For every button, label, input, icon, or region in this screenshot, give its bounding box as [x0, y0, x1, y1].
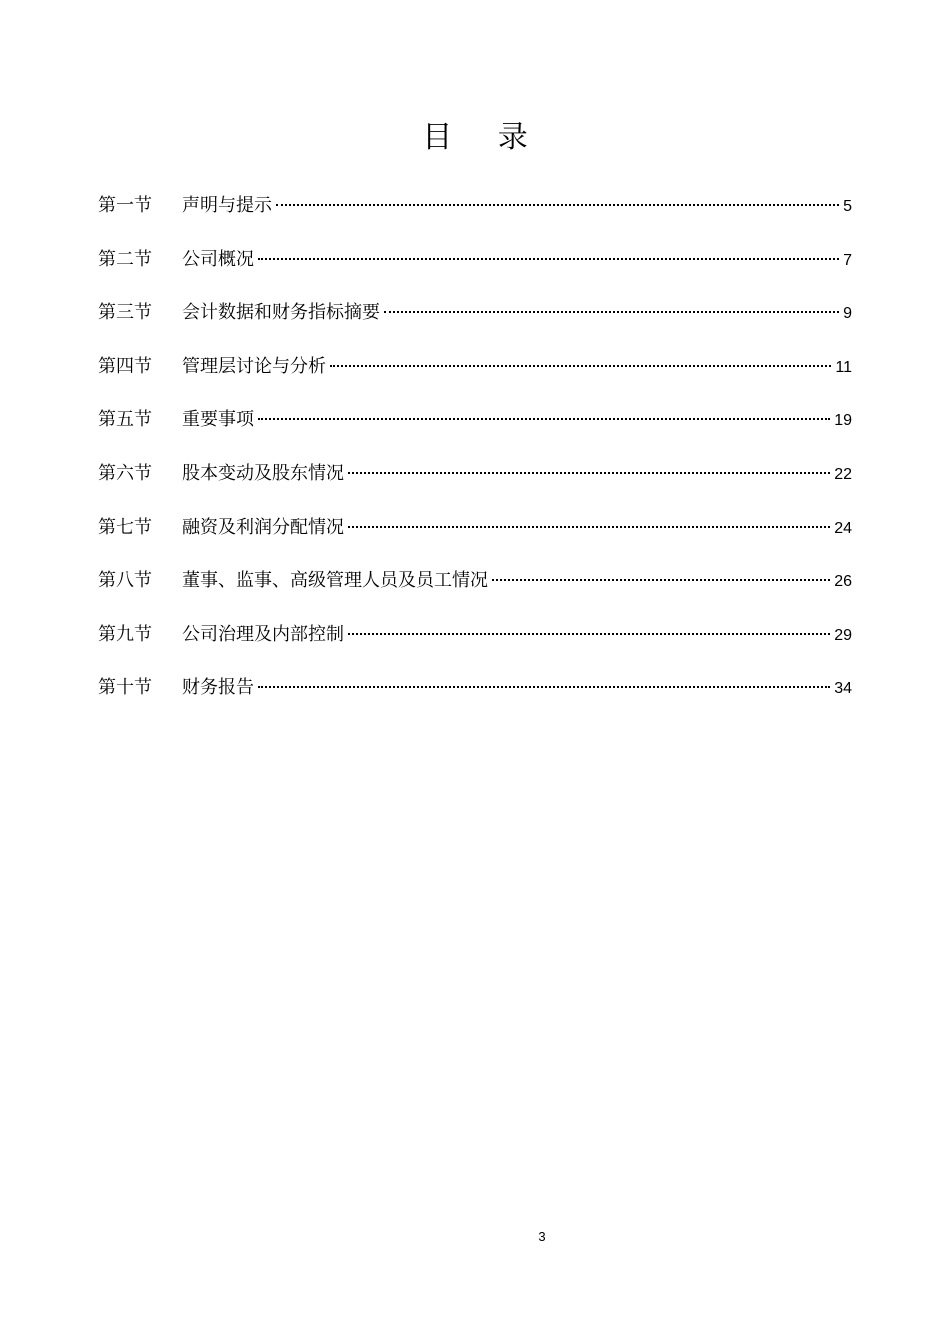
toc-section-label: 第一节: [98, 195, 152, 216]
page-title: 目 录: [422, 120, 546, 155]
toc-section-label: 第四节: [98, 355, 152, 377]
toc-entry-9[interactable]: [98, 619, 852, 673]
toc-entry-title: 会计数据和财务指标摘要: [182, 302, 380, 324]
toc-page-number: 24: [834, 519, 852, 537]
toc-section-label: 第三节: [98, 302, 152, 324]
toc-entry-title: 重要事项: [182, 409, 254, 431]
toc-entry-2[interactable]: [98, 244, 852, 298]
toc-entry-3[interactable]: [98, 297, 852, 351]
toc-entry-title: 公司治理及内部控制: [182, 623, 344, 645]
toc-entry-title: 管理层讨论与分析: [182, 355, 326, 377]
toc-dot-leader: [258, 418, 830, 420]
toc-section-label: 第七节: [98, 516, 152, 538]
toc-entry-4[interactable]: [98, 351, 852, 405]
toc-page-number: 9: [843, 305, 852, 323]
toc-entry-title: 公司概况: [182, 248, 254, 270]
toc-section-label: 第六节: [98, 462, 152, 484]
toc-dot-leader: [348, 633, 830, 635]
toc-dot-leader: [492, 579, 830, 581]
toc-dot-leader: [330, 365, 831, 367]
toc-section-label: 第九节: [98, 623, 152, 645]
toc-entry-title: 财务报告: [182, 677, 254, 699]
toc-dot-leader: [258, 686, 830, 688]
toc-section-label: 第十节: [98, 677, 152, 699]
toc-page-number: 7: [843, 251, 852, 269]
toc-entry-title: 董事、监事、高级管理人员及员工情况: [182, 570, 488, 592]
table-of-contents: [98, 190, 852, 726]
toc-dot-leader: [276, 204, 839, 206]
page-footer-number: 3: [538, 1229, 546, 1244]
toc-entry-6[interactable]: [98, 458, 852, 512]
toc-entry-title: 股本变动及股东情况: [182, 462, 344, 484]
toc-entry-title: 声明与提示: [182, 195, 272, 216]
toc-section-label: 第八节: [98, 570, 152, 592]
toc-entry-5[interactable]: [98, 404, 852, 458]
toc-dot-leader: [384, 311, 839, 313]
toc-page-number: 22: [834, 465, 852, 483]
toc-entry-8[interactable]: [98, 565, 852, 619]
toc-dot-leader: [348, 526, 830, 528]
toc-page-number: 19: [834, 412, 852, 430]
toc-section-label: 第五节: [98, 409, 152, 431]
toc-entry-1[interactable]: [98, 190, 852, 244]
toc-dot-leader: [348, 472, 830, 474]
toc-section-label: 第二节: [98, 248, 152, 270]
toc-entry-10[interactable]: [98, 672, 852, 726]
toc-dot-leader: [258, 258, 839, 260]
toc-entry-title: 融资及利润分配情况: [182, 516, 344, 538]
toc-page-number: 26: [834, 573, 852, 591]
toc-page-number: 11: [835, 358, 852, 376]
toc-page-number: 5: [843, 198, 852, 215]
toc-page-number: 34: [834, 680, 852, 698]
toc-entry-7[interactable]: [98, 512, 852, 566]
toc-page-number: 29: [834, 626, 852, 644]
